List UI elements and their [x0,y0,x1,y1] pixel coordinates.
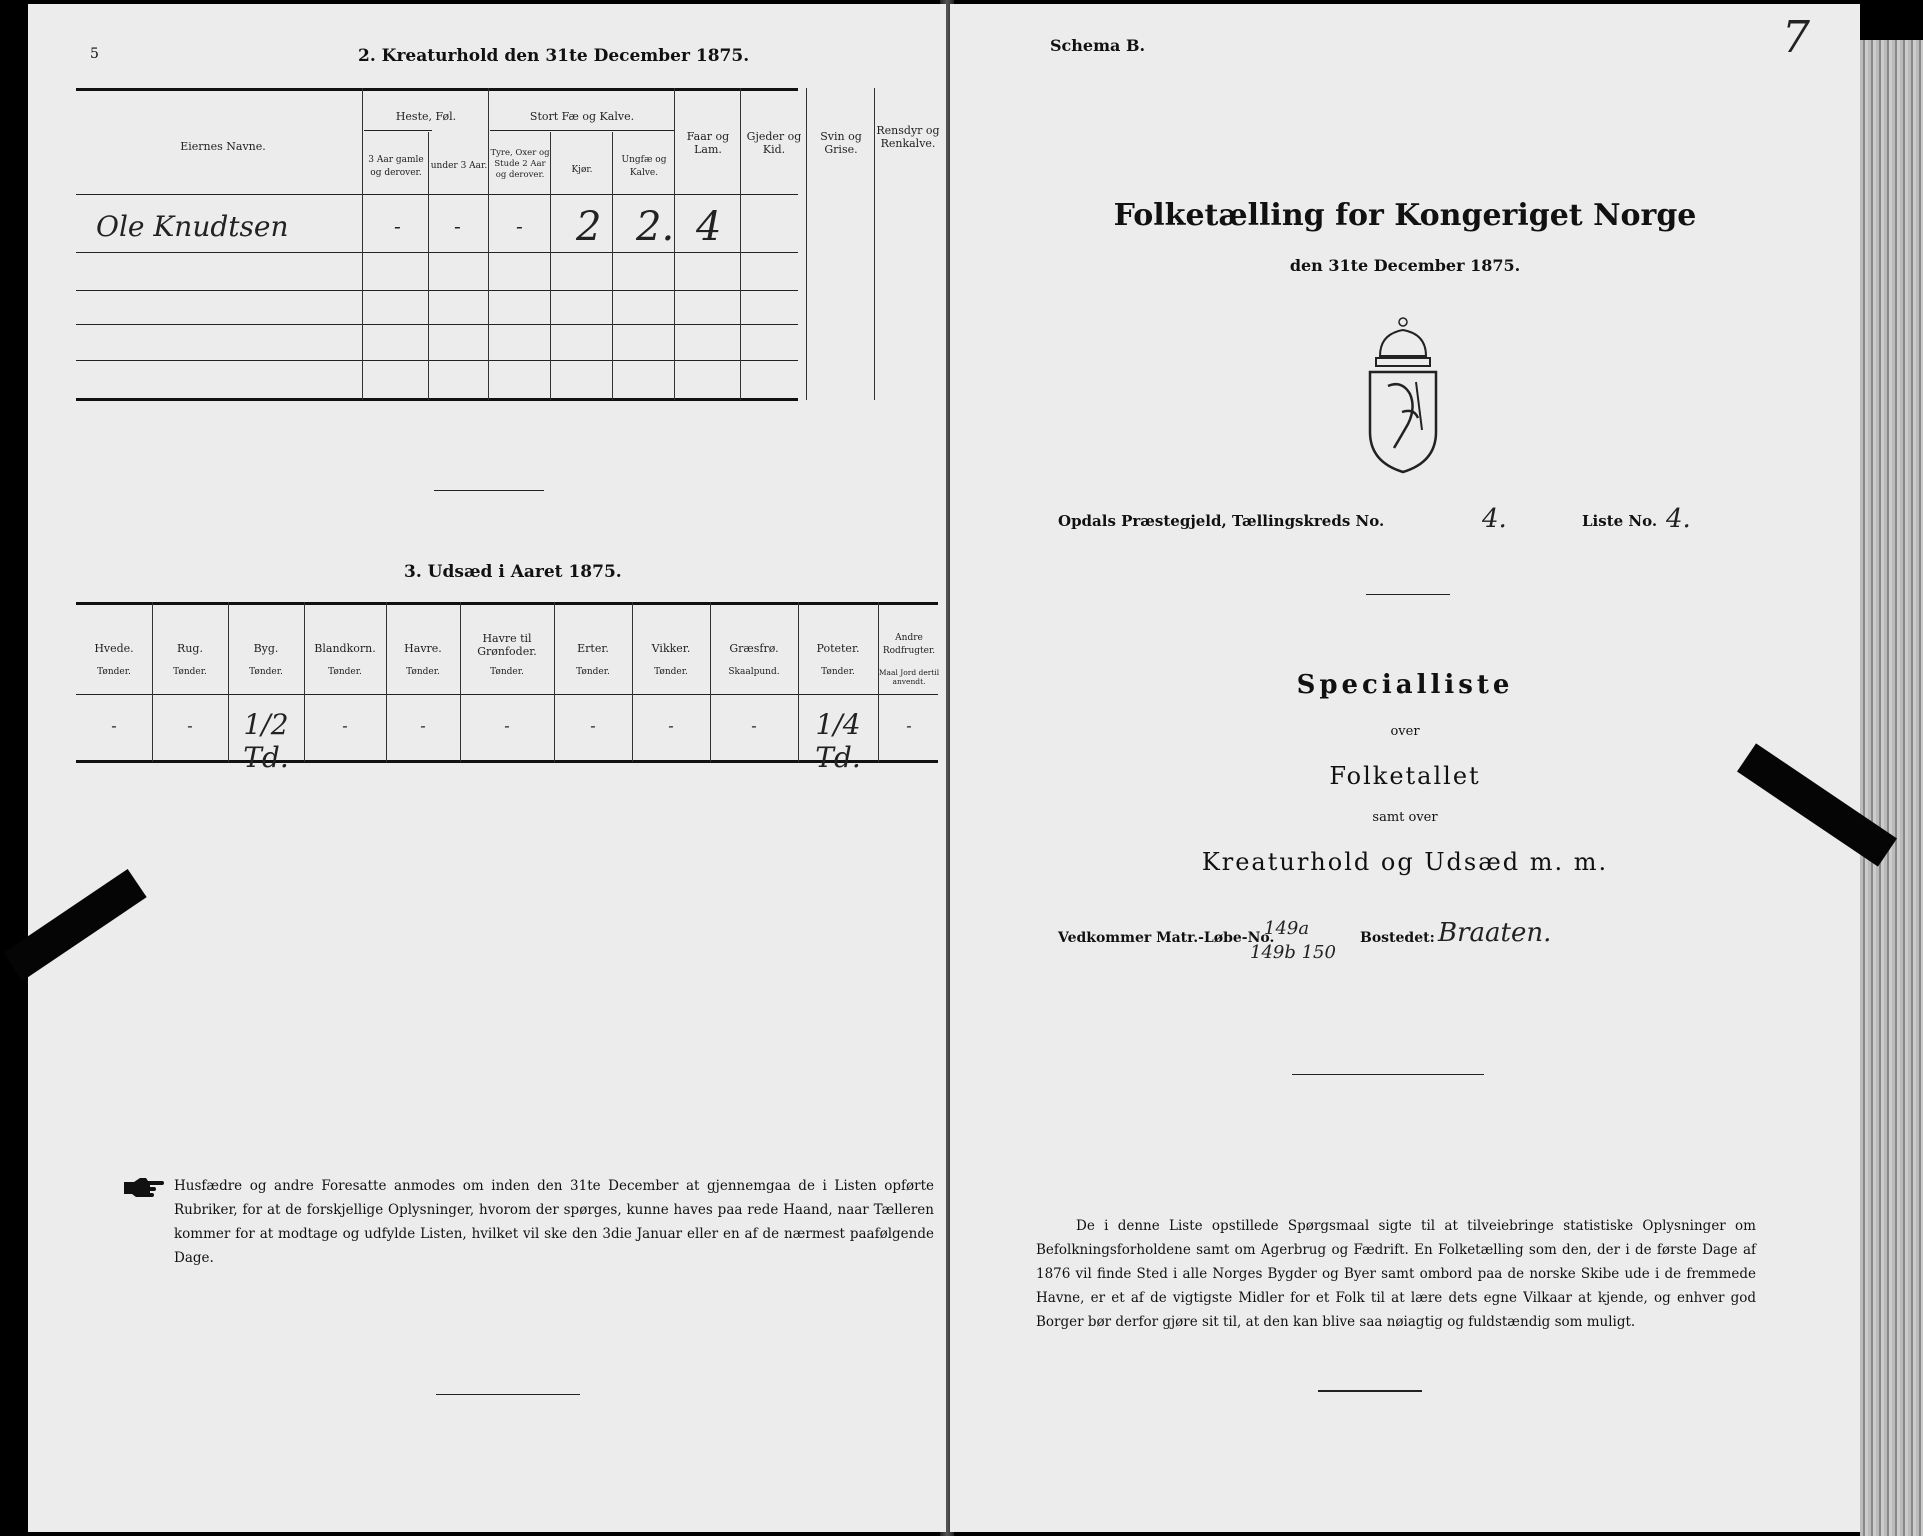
prestegjeld-label: Opdals Præstegjeld, Tællingskreds No. [1058,512,1385,530]
horses-a-value: - [394,214,401,238]
coat-of-arms-icon [1360,316,1446,474]
header-goats: Gjeder og Kid. [746,130,802,156]
page-edges [1860,40,1923,1536]
header-owner: Eiernes Navne. [180,140,266,153]
header-cattle-a: Tyre, Oxer og Stude 2 Aar og derover. [490,148,550,180]
seed-unit-2: Tønder. [249,667,283,677]
seed-unit-3: Tønder. [328,667,362,677]
seed-value-10: - [906,716,912,735]
header-cattle-c: Ungfæ og Kalve. [621,155,667,178]
subtitle: den 31te December 1875. [1289,256,1521,275]
seed-value-0: - [111,716,117,735]
matr-no-bottom: 149b 150 [1250,942,1336,963]
seed-value-6: - [590,716,596,735]
header-cattle-b: Kjør. [571,165,593,175]
cattle-c-value: 2. [636,204,675,250]
kreaturhold-line: Kreaturhold og Udsæd m. m. [1201,848,1609,876]
bostedet-label: Bostedet: [1360,930,1435,946]
seed-unit-5: Tønder. [490,667,524,677]
seed-header-4: Havre. [404,642,442,655]
seed-header-9: Poteter. [816,642,860,655]
seed-unit-4: Tønder. [406,667,440,677]
sheep-value: 4 [696,204,722,250]
folketallet-label: Folketallet [1329,762,1481,790]
seed-header-8: Græsfrø. [729,642,779,655]
page-number: 7 [1782,12,1810,63]
seed-value-4: - [420,716,426,735]
seed-value-8: - [751,716,757,735]
seed-header-0: Hvede. [94,642,134,655]
section3-title: 3. Udsæd i Aaret 1875. [404,562,622,582]
seed-header-3: Blandkorn. [314,642,376,655]
seed-value-7: - [668,716,674,735]
cattle-b-value: 2 [576,204,602,250]
over-label: over [1390,724,1420,739]
footer-text: De i denne Liste opstillede Spørgsmaal sigte til at tilveiebringe statistiske Oplysninger om Befolkningsforholdene samt om Agerbrug og Fædrift. En Folketælling som den, der i de første Dage af 1876 vil finde Sted i alle Norges Bygder og Byer samt ombord paa de norske Skibe ude i de fremmede Havne, er et af de vigtigste Midler for et Folk til at lære dets egne Vilkaar at kjende, og enhver god Borger bør derfor gjøre sit til, at den kan blive saa nøiagtig og fuldstændig som muligt. [1036,1218,1756,1330]
header-sheep: Faar og Lam. [686,130,730,156]
bostedet-value: Braaten. [1438,918,1552,948]
seed-header-6: Erter. [577,642,609,655]
section2-title: 2. Kreaturhold den 31te December 1875. [358,46,750,66]
pointing-hand-icon [122,1176,164,1198]
seed-header-10: Andre Rodfrugter. [882,633,936,656]
matr-label: Vedkommer Matr.-Løbe-No. [1058,930,1275,946]
seed-value-5: - [504,716,510,735]
header-horses-b: under 3 Aar. [430,161,488,171]
seed-header-1: Rug. [177,642,203,655]
samt-over-label: samt over [1372,810,1438,825]
seed-unit-7: Tønder. [654,667,688,677]
notice-text: Husfædre og andre Foresatte anmodes om inden den 31te December at gjennemgaa de i Listen opførte Rubriker, for at de forskjellige Oplysninger, hvorom der spørges, kunne haves paa rede Haand, naar Tælleren kommer for at modtage og udfylde Listen, hvilket vil ske den 3die Januar eller en af de nærmest paafølgende Dage. [174,1178,934,1266]
seed-value-9: 1/4 Td. [815,708,861,774]
matr-no-top: 149a [1264,918,1310,939]
seed-unit-9: Tønder. [821,667,855,677]
liste-no: 4. [1666,504,1691,534]
right-page [950,4,1860,1532]
seed-unit-8: Skaalpund. [728,667,780,677]
tellingskreds-no: 4. [1482,504,1507,534]
header-horses-a: 3 Aar gamle og derover. [368,155,424,178]
header-cattle: Stort Fæ og Kalve. [529,110,635,123]
header-horses: Heste, Føl. [395,110,457,123]
seed-value-1: - [187,716,193,735]
seed-unit-10: Maal Jord dertil anvendt. [878,668,940,686]
main-title: Folketælling for Kongeriget Norge [1113,198,1697,233]
speciallist-title: Specialliste [1296,670,1514,700]
liste-label: Liste No. [1582,512,1658,530]
header-pigs: Svin og Grise. [820,130,862,156]
seed-header-7: Vikker. [651,642,691,655]
cattle-a-value: - [516,214,523,238]
seed-value-2: 1/2 Td. [243,708,289,774]
seed-unit-0: Tønder. [97,667,131,677]
schema-label: Schema B. [1050,36,1146,55]
seed-unit-6: Tønder. [576,667,610,677]
seed-header-2: Byg. [253,642,279,655]
corner-mark: 5 [90,46,99,62]
header-reindeer: Rensdyr og Renkalve. [876,124,940,150]
horses-b-value: - [454,214,461,238]
left-page [28,4,946,1532]
owner-name: Ole Knudtsen [96,210,289,243]
seed-value-3: - [342,716,348,735]
seed-unit-1: Tønder. [173,667,207,677]
seed-header-5: Havre til Grønfoder. [477,632,537,658]
